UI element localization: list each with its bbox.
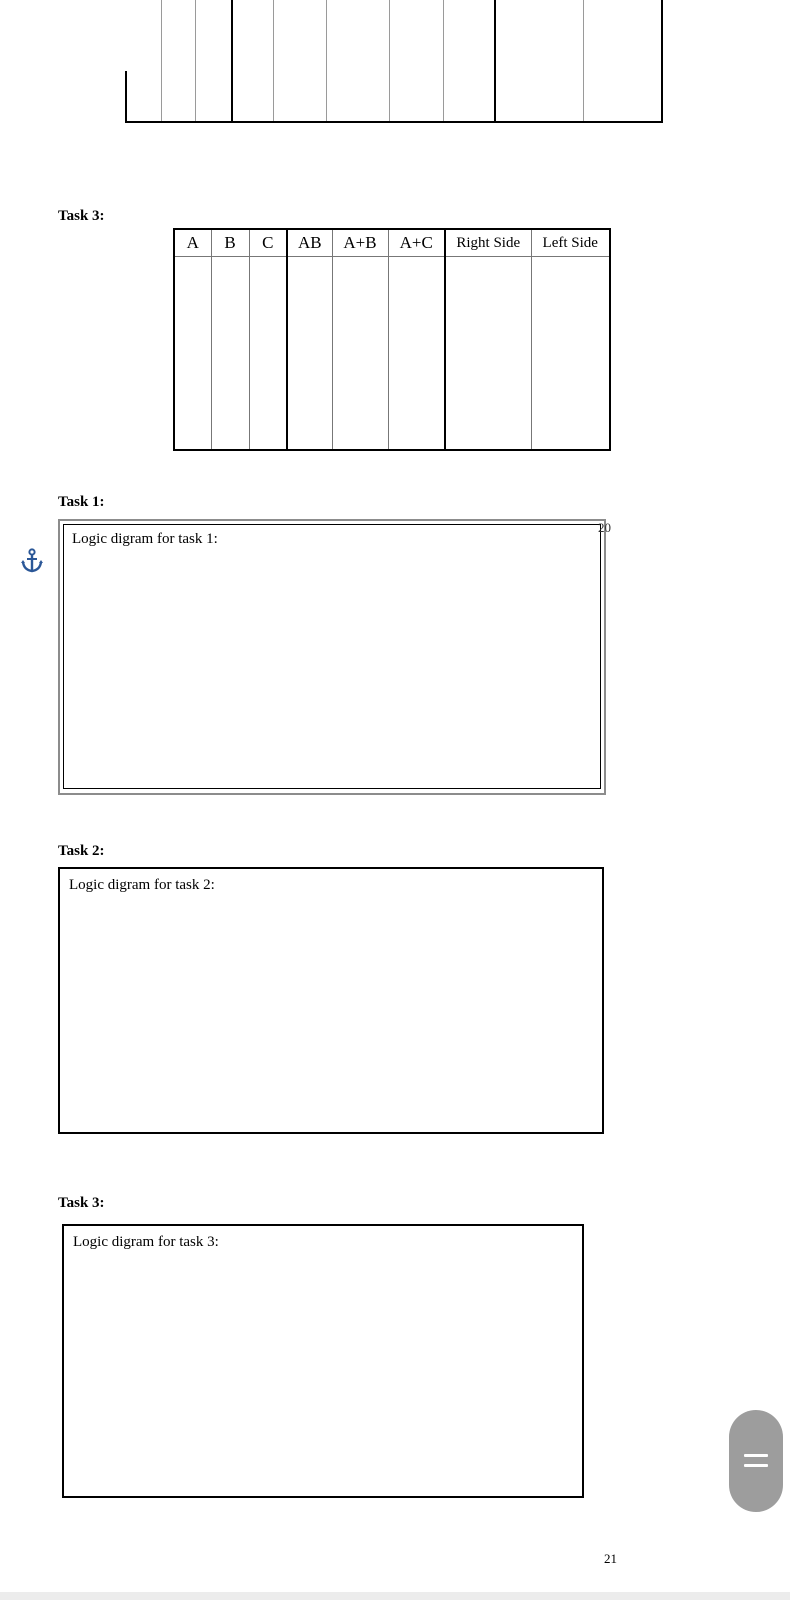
table-cell[interactable] bbox=[388, 257, 445, 282]
margin-number: 20 bbox=[598, 520, 611, 535]
table-cell[interactable] bbox=[531, 425, 610, 450]
table-cell[interactable] bbox=[445, 377, 531, 401]
table-row bbox=[174, 425, 610, 450]
table-divider bbox=[231, 0, 233, 123]
table-cell[interactable] bbox=[531, 305, 610, 329]
table-cell[interactable] bbox=[332, 305, 388, 329]
table-divider bbox=[661, 0, 663, 123]
task2-heading: Task 2: bbox=[58, 843, 105, 859]
table-cell[interactable] bbox=[388, 353, 445, 377]
table-cell[interactable] bbox=[174, 329, 211, 353]
table-cell[interactable] bbox=[445, 401, 531, 425]
table-cell[interactable] bbox=[287, 377, 332, 401]
table-divider bbox=[443, 0, 444, 123]
table-cell[interactable] bbox=[531, 353, 610, 377]
task1-heading: Task 1: bbox=[58, 494, 105, 510]
table-divider bbox=[389, 0, 390, 123]
table-cell[interactable] bbox=[388, 329, 445, 353]
table-cell[interactable] bbox=[249, 401, 287, 425]
column-header-a-plus-c: A+C bbox=[388, 229, 445, 257]
task1-diagram-label: Logic digram for task 1: bbox=[72, 531, 218, 547]
table-cell[interactable] bbox=[332, 377, 388, 401]
table-cell[interactable] bbox=[531, 257, 610, 282]
table-cell[interactable] bbox=[249, 353, 287, 377]
previous-table-fragment bbox=[125, 0, 663, 123]
task2-diagram-label: Logic digram for task 2: bbox=[69, 877, 215, 893]
table-cell[interactable] bbox=[445, 305, 531, 329]
column-header-b: B bbox=[211, 229, 249, 257]
table-cell[interactable] bbox=[332, 329, 388, 353]
table-cell[interactable] bbox=[174, 353, 211, 377]
table-cell[interactable] bbox=[211, 401, 249, 425]
table-cell[interactable] bbox=[287, 353, 332, 377]
table-cell[interactable] bbox=[332, 425, 388, 450]
table-cell[interactable] bbox=[174, 257, 211, 282]
table-row bbox=[174, 353, 610, 377]
table-row bbox=[174, 305, 610, 329]
table-cell[interactable] bbox=[445, 281, 531, 305]
column-header-c: C bbox=[249, 229, 287, 257]
handle-grip-line bbox=[744, 1454, 768, 1457]
table-cell[interactable] bbox=[211, 281, 249, 305]
table-cell[interactable] bbox=[249, 425, 287, 450]
table-cell[interactable] bbox=[388, 281, 445, 305]
table-divider bbox=[195, 0, 196, 123]
table-cell[interactable] bbox=[388, 377, 445, 401]
table-cell[interactable] bbox=[445, 329, 531, 353]
table-row bbox=[174, 281, 610, 305]
column-header-left-side: Left Side bbox=[531, 229, 610, 257]
table-cell[interactable] bbox=[287, 329, 332, 353]
table-cell[interactable] bbox=[287, 401, 332, 425]
column-header-a-plus-b: A+B bbox=[332, 229, 388, 257]
table-divider bbox=[326, 0, 327, 123]
table-divider bbox=[494, 0, 496, 123]
table-cell[interactable] bbox=[249, 257, 287, 282]
task3-heading: Task 3: bbox=[58, 1195, 105, 1211]
table-cell[interactable] bbox=[388, 401, 445, 425]
column-header-a: A bbox=[174, 229, 211, 257]
table-cell[interactable] bbox=[211, 377, 249, 401]
table-cell[interactable] bbox=[531, 329, 610, 353]
table-cell[interactable] bbox=[211, 353, 249, 377]
scroll-handle-icon[interactable] bbox=[729, 1410, 783, 1512]
table-cell[interactable] bbox=[287, 257, 332, 282]
table-cell[interactable] bbox=[174, 281, 211, 305]
task3-truth-table-heading: Task 3: bbox=[58, 208, 105, 224]
table-cell[interactable] bbox=[388, 425, 445, 450]
table-cell[interactable] bbox=[211, 257, 249, 282]
page-number: 21 bbox=[604, 1551, 617, 1566]
column-header-right-side: Right Side bbox=[445, 229, 531, 257]
table-cell[interactable] bbox=[249, 377, 287, 401]
table-cell[interactable] bbox=[249, 329, 287, 353]
truth-table bbox=[173, 228, 611, 451]
table-cell[interactable] bbox=[211, 305, 249, 329]
table-cell[interactable] bbox=[445, 353, 531, 377]
column-header-ab: AB bbox=[287, 229, 332, 257]
table-cell[interactable] bbox=[388, 305, 445, 329]
table-border-bottom bbox=[125, 121, 663, 123]
table-cell[interactable] bbox=[211, 329, 249, 353]
task3-diagram-label: Logic digram for task 3: bbox=[73, 1234, 219, 1250]
table-divider bbox=[583, 0, 584, 123]
task1-diagram-box[interactable] bbox=[63, 524, 601, 789]
handle-grip-line bbox=[744, 1464, 768, 1467]
table-cell[interactable] bbox=[332, 257, 388, 282]
table-cell[interactable] bbox=[287, 305, 332, 329]
truth-table-header-row bbox=[174, 229, 610, 257]
page-bottom-edge bbox=[0, 1592, 790, 1600]
table-cell[interactable] bbox=[249, 305, 287, 329]
table-cell[interactable] bbox=[249, 281, 287, 305]
table-cell[interactable] bbox=[445, 257, 531, 282]
table-cell[interactable] bbox=[445, 425, 531, 450]
table-divider bbox=[273, 0, 274, 123]
table-cell[interactable] bbox=[332, 401, 388, 425]
table-cell[interactable] bbox=[174, 377, 211, 401]
table-cell[interactable] bbox=[531, 401, 610, 425]
table-cell[interactable] bbox=[174, 305, 211, 329]
task2-diagram-box[interactable] bbox=[58, 867, 604, 1134]
table-divider bbox=[161, 0, 162, 123]
task3-diagram-box[interactable] bbox=[62, 1224, 584, 1498]
table-cell[interactable] bbox=[287, 281, 332, 305]
anchor-icon[interactable] bbox=[20, 548, 44, 574]
table-cell[interactable] bbox=[531, 281, 610, 305]
table-row bbox=[174, 329, 610, 353]
table-cell[interactable] bbox=[287, 425, 332, 450]
table-border-left bbox=[125, 71, 127, 123]
table-cell[interactable] bbox=[174, 401, 211, 425]
table-cell[interactable] bbox=[174, 425, 211, 450]
table-row bbox=[174, 401, 610, 425]
table-cell[interactable] bbox=[332, 281, 388, 305]
table-cell[interactable] bbox=[531, 377, 610, 401]
table-row bbox=[174, 377, 610, 401]
table-cell[interactable] bbox=[332, 353, 388, 377]
table-row bbox=[174, 257, 610, 282]
table-cell[interactable] bbox=[211, 425, 249, 450]
